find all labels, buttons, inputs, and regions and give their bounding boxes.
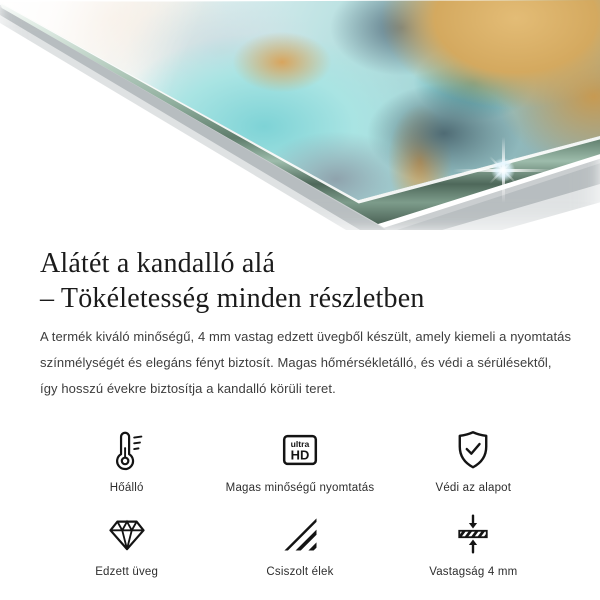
diamond-icon bbox=[105, 510, 149, 558]
page-title bbox=[40, 246, 560, 316]
feature-heat-resistant bbox=[40, 426, 213, 494]
page-title-line1: Alátét a kandalló alá bbox=[40, 248, 276, 279]
thermometer-icon bbox=[104, 426, 150, 474]
feature-tempered-glass bbox=[40, 510, 213, 578]
feature-print-quality bbox=[213, 426, 386, 494]
svg-text:HD: HD bbox=[290, 447, 310, 463]
feature-grid bbox=[40, 426, 560, 578]
feature-protects-base bbox=[387, 426, 560, 494]
thickness-icon bbox=[451, 510, 495, 558]
product-description-text: A termék kiváló minőségű, 4 mm vastag edzett üvegből készült, amely kiemeli a nyomtatás színmélységét és elegáns fényt biztosít. Magas hőmérsékletálló, és védi a sérülésektől, így hosszú évekre biztosítja a kandalló körüli teret. bbox=[40, 329, 572, 396]
product-hero-image bbox=[0, 0, 600, 230]
feature-label: Magas minőségű nyomtatás bbox=[225, 482, 375, 494]
feature-label: Védi az alapot bbox=[435, 482, 512, 494]
shield-check-icon bbox=[450, 426, 496, 474]
feature-label: Csiszolt élek bbox=[266, 566, 334, 578]
feature-label: Edzett üveg bbox=[95, 566, 159, 578]
feature-label: Vastagság 4 mm bbox=[429, 566, 518, 578]
feature-polished-edges bbox=[213, 510, 386, 578]
feature-label: Hőálló bbox=[109, 482, 144, 494]
product-description-section bbox=[0, 230, 600, 578]
polished-edges-icon bbox=[278, 510, 322, 558]
svg-text:ultra: ultra bbox=[290, 439, 310, 450]
feature-thickness bbox=[387, 510, 560, 578]
page-title-line2: – Tökéletesség minden részletben bbox=[40, 283, 425, 314]
ultra-hd-icon bbox=[277, 426, 323, 474]
